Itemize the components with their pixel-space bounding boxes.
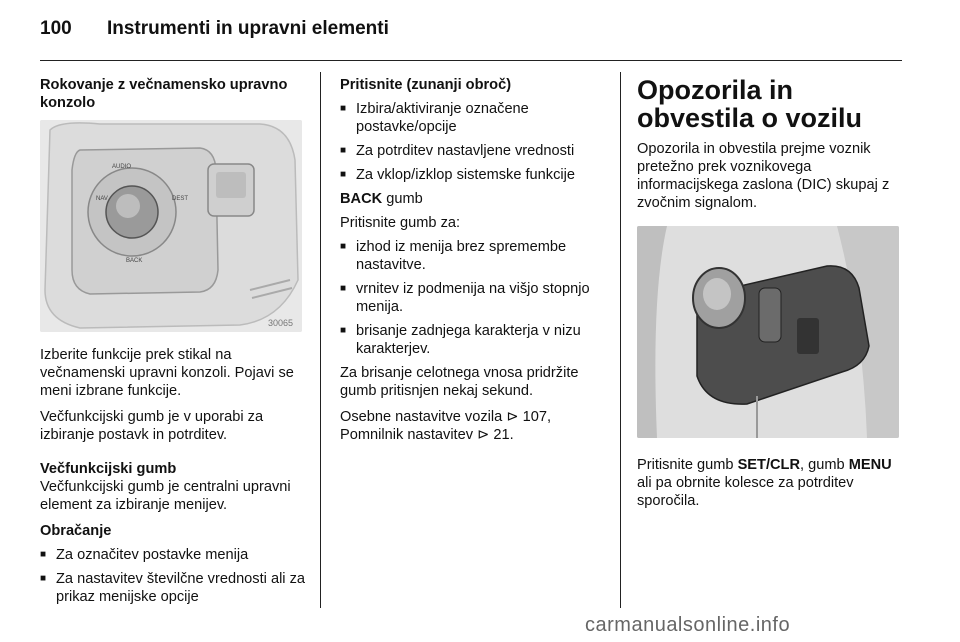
stalk-figure <box>637 226 899 438</box>
ref-page-107[interactable]: 107 <box>522 409 547 425</box>
console-label-dest: DEST <box>172 196 189 202</box>
ref-arrow-icon: ⊳ <box>477 427 490 443</box>
console-label-audio: AUDIO <box>112 164 132 170</box>
menu-label: MENU <box>848 457 892 473</box>
middle-column <box>340 76 610 452</box>
back-label: BACK <box>340 191 383 207</box>
text-fragment: ali pa obrnite kolesce za potrditev sporočila. <box>637 475 854 509</box>
console-label-nav: NAV <box>96 196 108 202</box>
console-illustration <box>40 120 302 332</box>
page-header <box>40 18 389 40</box>
section-heading-warnings: Opozorila in obvestila o vozilu <box>637 75 863 133</box>
ref-personal-settings: Osebne nastavitve vozila <box>340 409 503 425</box>
paragraph-warnings: Opozorila in obvestila prejme voznik pretežno prek voznikovega informacijskega zaslona (DIC) skupaj z zvočnim signalom. <box>637 141 890 211</box>
ref-page-21[interactable]: 21 <box>493 427 510 443</box>
paragraph-select-functions: Izberite funkcije prek stikal na večnamenski upravni konzoli. Pojavi se meni izbrane funkcije. <box>40 347 294 399</box>
paragraph-hold-delete: Za brisanje celotnega vnosa pridržite gumb pritisnjen nekaj sekund. <box>340 365 579 399</box>
section-heading-console: Rokovanje z večnamensko upravno konzolo <box>40 77 288 111</box>
back-suffix: gumb <box>382 191 423 207</box>
ref-arrow-icon: ⊳ <box>506 409 519 425</box>
set-clr-label: SET/CLR <box>737 457 801 473</box>
right-column <box>637 76 902 518</box>
header-rule <box>40 60 902 61</box>
ref-memory-settings: Pomnilnik nastavitev <box>340 427 474 443</box>
text-fragment: Pritisnite gumb <box>637 457 738 473</box>
stalk-illustration <box>637 226 899 438</box>
left-column <box>40 76 310 612</box>
press-intro: Pritisnite gumb za: <box>340 215 461 231</box>
watermark: carmanualsonline.info <box>585 614 791 636</box>
paragraph-multifunction-use: Večfunkcijski gumb je v uporabi za izbiranje postavk in potrditev. <box>40 409 264 443</box>
subheading-turning: Obračanje <box>40 523 112 539</box>
paragraph-knob-central: Večfunkcijski gumb je centralni upravni element za izbiranje menijev. <box>40 479 291 513</box>
list-item: ■ vrnitev iz podmenija na višjo stopnjo menija. <box>340 280 610 316</box>
console-figure <box>40 120 302 332</box>
subheading-press-ring: Pritisnite (zunanji obroč) <box>340 77 512 93</box>
console-label-back: BACK <box>126 258 143 264</box>
list-item: ■ Za označitev postavke menija <box>40 546 310 564</box>
list-item: ■ Za potrditev nastavljene vrednosti <box>340 142 610 160</box>
list-item: ■ Za nastavitev številčne vrednosti ali za prikaz menijske opcije <box>40 570 310 606</box>
subheading-multifunction-knob: Večfunkcijski gumb <box>40 461 177 477</box>
paragraph-confirm-message <box>637 456 902 510</box>
page-number: 100 <box>40 18 72 39</box>
column-divider-2 <box>620 72 621 608</box>
list-item: ■ brisanje zadnjega karakterja v nizu karakterjev. <box>340 322 610 358</box>
list-item: ■ Izbira/aktiviranje označene postavke/opcije <box>340 100 610 136</box>
list-item: ■ Za vklop/izklop sistemske funkcije <box>340 166 610 184</box>
column-divider-1 <box>320 72 321 608</box>
text-fragment: , gumb <box>800 457 849 473</box>
cross-references: Osebne nastavitve vozila ⊳ 107, Pomnilnik nastavitev ⊳ 21. <box>340 409 552 443</box>
back-button-heading <box>340 190 610 208</box>
list-item: ■ izhod iz menija brez spremembe nastavitve. <box>340 238 610 274</box>
page-title: Instrumenti in upravni elementi <box>106 18 389 39</box>
figure-code: 30065 <box>268 318 294 328</box>
